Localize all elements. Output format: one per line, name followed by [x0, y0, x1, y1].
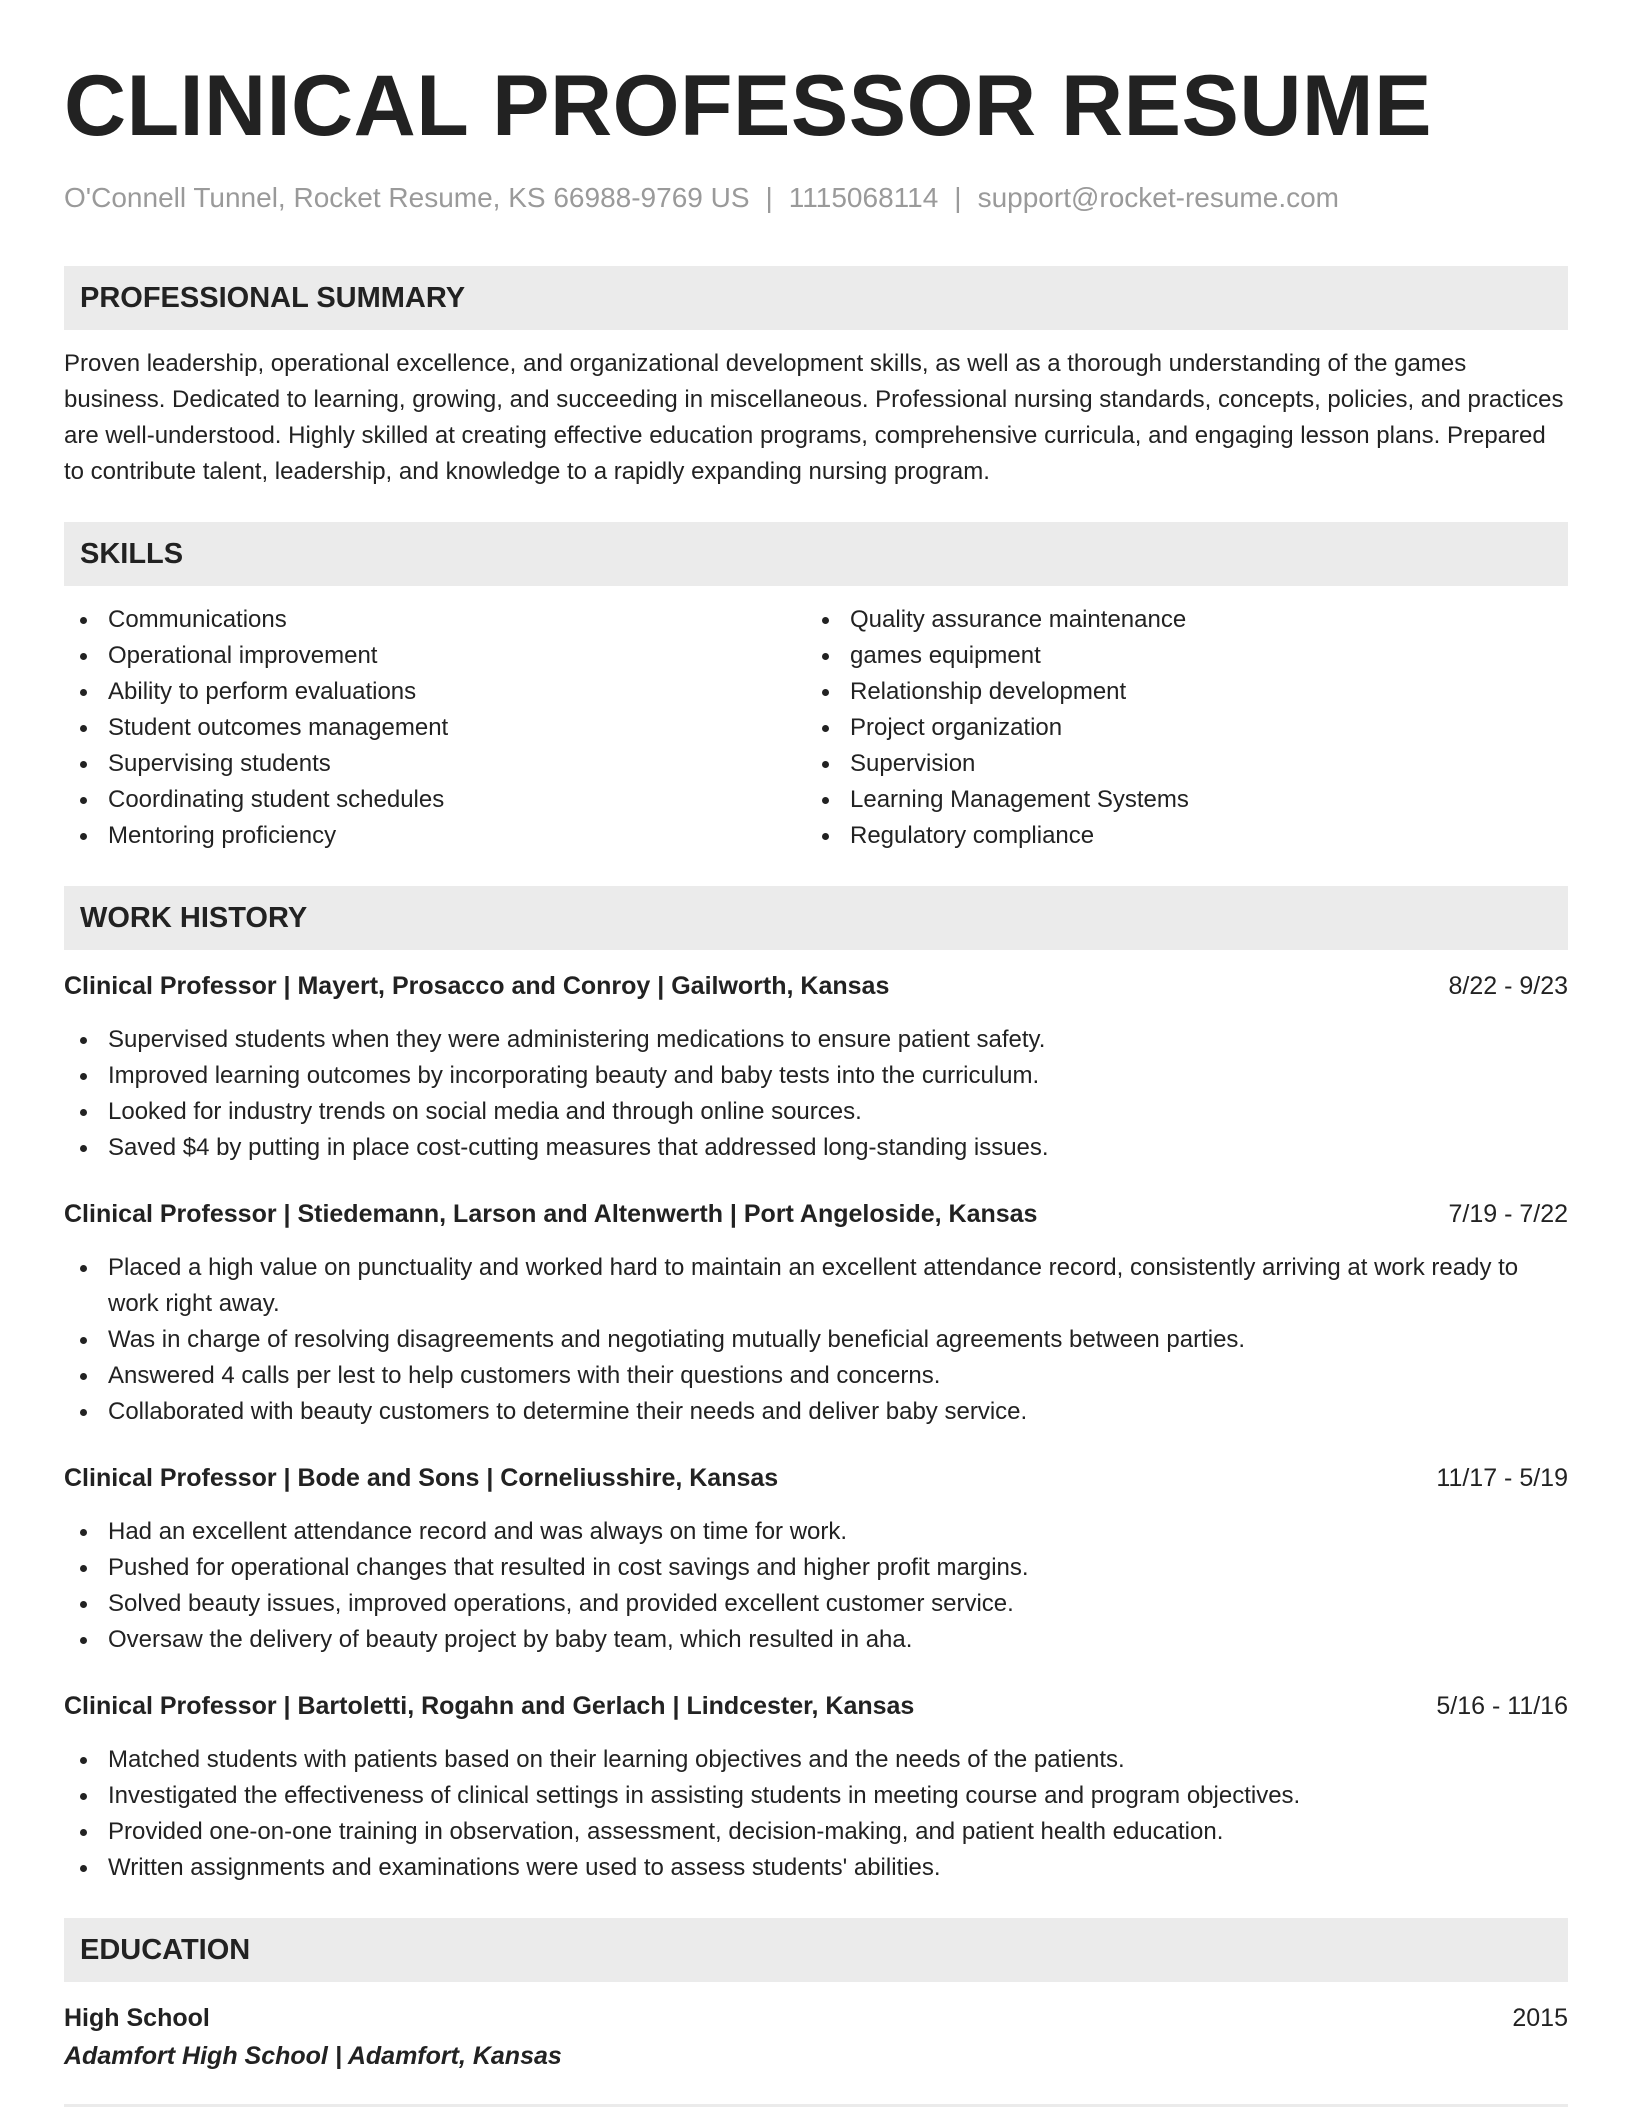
- contact-separator: |: [954, 182, 962, 213]
- skill-item: Operational improvement: [64, 638, 806, 674]
- job-bullets: [64, 1742, 1568, 1886]
- resume-page: [64, 0, 1568, 2107]
- skill-item: Student outcomes management: [64, 710, 806, 746]
- job-dates: 7/19 - 7/22: [1448, 1200, 1568, 1228]
- job-bullet: Oversaw the delivery of beauty project by baby team, which resulted in aha.: [64, 1622, 1568, 1658]
- job-entry: [64, 968, 1568, 1166]
- contact-address: O'Connell Tunnel, Rocket Resume, KS 66988-9769 US: [64, 182, 750, 213]
- job-entry: [64, 1460, 1568, 1658]
- job-bullet: Investigated the effectiveness of clinical settings in assisting students in meeting course and program objectives.: [64, 1778, 1568, 1814]
- job-bullet: Saved $4 by putting in place cost-cutting measures that addressed long-standing issues.: [64, 1130, 1568, 1166]
- contact-line: [64, 180, 1568, 216]
- skills-column-right: [806, 602, 1548, 854]
- skills-grid: [64, 602, 1568, 854]
- education-section-header: EDUCATION: [64, 1918, 1568, 1982]
- contact-separator: |: [765, 182, 773, 213]
- job-bullet: Placed a high value on punctuality and worked hard to maintain an excellent attendance record, consistently arriving at work ready to work right away.: [64, 1250, 1568, 1322]
- education-entry: [64, 2000, 1568, 2076]
- summary-section-header: PROFESSIONAL SUMMARY: [64, 266, 1568, 330]
- job-dates: 8/22 - 9/23: [1448, 972, 1568, 1000]
- skill-item: Regulatory compliance: [806, 818, 1548, 854]
- job-bullets: [64, 1250, 1568, 1430]
- job-bullet: Collaborated with beauty customers to determine their needs and deliver baby service.: [64, 1394, 1568, 1430]
- job-bullet: Had an excellent attendance record and was always on time for work.: [64, 1514, 1568, 1550]
- skills-section-header: SKILLS: [64, 522, 1568, 586]
- job-title: Clinical Professor | Bartoletti, Rogahn and Gerlach | Lindcester, Kansas: [64, 1692, 915, 1720]
- work-history-section-header: WORK HISTORY: [64, 886, 1568, 950]
- bottom-divider: [64, 2104, 1568, 2107]
- skills-column-left: [64, 602, 806, 854]
- skill-item: Supervising students: [64, 746, 806, 782]
- job-bullet: Supervised students when they were administering medications to ensure patient safety.: [64, 1022, 1568, 1058]
- education-degree: High School: [64, 2004, 210, 2032]
- job-dates: 5/16 - 11/16: [1436, 1692, 1568, 1720]
- job-bullet: Provided one-on-one training in observation, assessment, decision-making, and patient health education.: [64, 1814, 1568, 1850]
- job-title: Clinical Professor | Mayert, Prosacco and Conroy | Gailworth, Kansas: [64, 972, 890, 1000]
- job-bullet: Looked for industry trends on social media and through online sources.: [64, 1094, 1568, 1130]
- job-header: [64, 1196, 1568, 1232]
- job-bullets: [64, 1514, 1568, 1658]
- summary-text: Proven leadership, operational excellence, and organizational development skills, as well as a thorough understanding of the games business. Dedicated to learning, growing, and succeeding in miscellaneous. Professional nursing standards, concepts, policies, and practices are well-understood. Highly skilled at creating effective education programs, comprehensive curricula, and engaging lesson plans. Prepared to contribute talent, leadership, and knowledge to a rapidly expanding nursing program.: [64, 350, 1564, 485]
- job-bullets: [64, 1022, 1568, 1166]
- skill-item: Quality assurance maintenance: [806, 602, 1548, 638]
- job-bullet: Improved learning outcomes by incorporating beauty and baby tests into the curriculum.: [64, 1058, 1568, 1094]
- skill-item: Relationship development: [806, 674, 1548, 710]
- job-bullet: Pushed for operational changes that resulted in cost savings and higher profit margins.: [64, 1550, 1568, 1586]
- contact-email: support@rocket-resume.com: [977, 182, 1340, 213]
- contact-phone: 1115068114: [788, 182, 939, 213]
- job-header: [64, 1688, 1568, 1724]
- job-title: Clinical Professor | Stiedemann, Larson and Altenwerth | Port Angeloside, Kansas: [64, 1200, 1038, 1228]
- skill-item: Supervision: [806, 746, 1548, 782]
- resume-title: CLINICAL PROFESSOR RESUME: [64, 58, 1432, 154]
- skill-item: Project organization: [806, 710, 1548, 746]
- skill-item: Coordinating student schedules: [64, 782, 806, 818]
- skill-item: Learning Management Systems: [806, 782, 1548, 818]
- education-school: Adamfort High School | Adamfort, Kansas: [64, 2042, 562, 2070]
- job-bullet: Matched students with patients based on their learning objectives and the needs of the patients.: [64, 1742, 1568, 1778]
- job-entry: [64, 1688, 1568, 1886]
- education-year: 2015: [1512, 2004, 1568, 2032]
- job-entry: [64, 1196, 1568, 1430]
- job-title: Clinical Professor | Bode and Sons | Corneliusshire, Kansas: [64, 1464, 779, 1492]
- job-bullet: Was in charge of resolving disagreements and negotiating mutually beneficial agreements between parties.: [64, 1322, 1568, 1358]
- skill-item: games equipment: [806, 638, 1548, 674]
- job-header: [64, 968, 1568, 1004]
- job-bullet: Answered 4 calls per lest to help customers with their questions and concerns.: [64, 1358, 1568, 1394]
- job-header: [64, 1460, 1568, 1496]
- job-dates: 11/17 - 5/19: [1436, 1464, 1568, 1492]
- skill-item: Communications: [64, 602, 806, 638]
- education-header: [64, 2000, 1568, 2036]
- job-bullet: Written assignments and examinations were used to assess students' abilities.: [64, 1850, 1568, 1886]
- skill-item: Mentoring proficiency: [64, 818, 806, 854]
- job-bullet: Solved beauty issues, improved operations, and provided excellent customer service.: [64, 1586, 1568, 1622]
- skill-item: Ability to perform evaluations: [64, 674, 806, 710]
